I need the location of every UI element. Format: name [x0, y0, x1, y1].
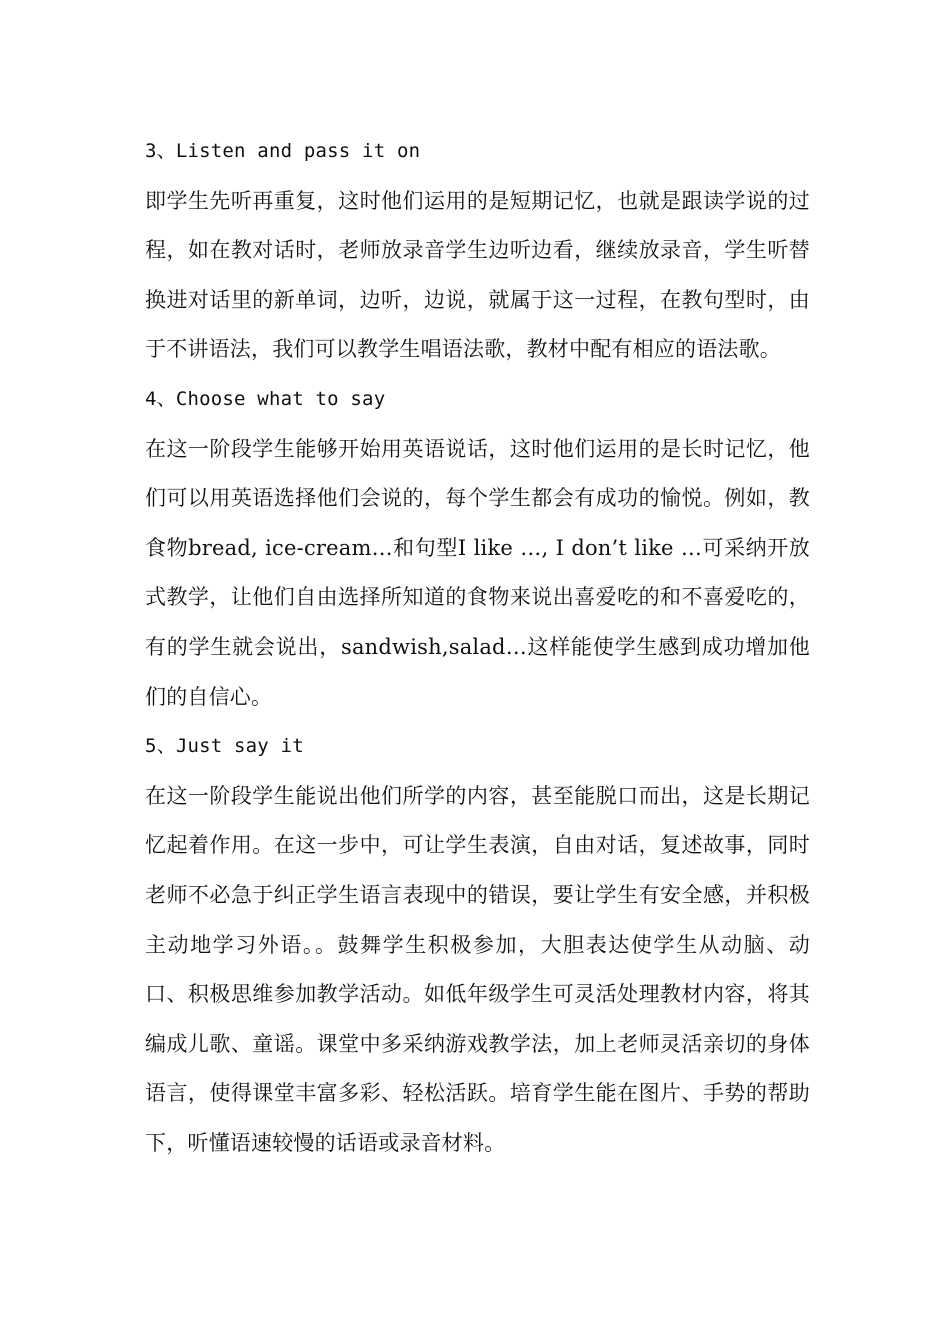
section-4-heading: 4、Choose what to say [145, 387, 386, 410]
section-4-paragraph: 在这一阶段学生能够开始用英语说话，这时他们运用的是长时记忆，他们可以用英语选择他们会说的，每个学生都会有成功的愉悦。例如，教食物bread, ice-cream…和句型I like …, I don’t like …可采纳开放式教学，让他们自由选择所知道的食物来说出喜爱吃的和不喜爱吃的，有的学生就会说出，sandwish,salad…这样能使学生感到成功增加他们的自信心。 [145, 436, 810, 709]
section-3-paragraph: 即学生先听再重复，这时他们运用的是短期记忆，也就是跟读学说的过程，如在教对话时，老师放录音学生边听边看，继续放录音，学生听替换进对话里的新单词，边听，边说，就属于这一过程，在教句型时，由于不讲语法，我们可以教学生唱语法歌，教材中配有相应的语法歌。 [145, 188, 810, 362]
section-5-heading: 5、Just say it [145, 735, 304, 758]
section-3-heading: 3、Listen and pass it on [145, 140, 421, 162]
section-5-paragraph: 在这一阶段学生能说出他们所学的内容，甚至能脱口而出，这是长期记忆起着作用。在这一步中，可让学生表演，自由对话，复述故事，同时老师不必急于纠正学生语言表现中的错误，要让学生有安全感，并积极主动地学习外语。。鼓舞学生积极参加，大胆表达使学生从动脑、动口、积极思维参加教学活动。如低年级学生可灵活处理教材内容，将其编成儿歌、童谣。课堂中多采纳游戏教学法，加上老师灵活亲切的身体语言，使得课堂丰富多彩、轻松活跃。培育学生能在图片、手势的帮助下，听懂语速较慢的话语或录音材料。 [145, 783, 810, 1155]
document-body [145, 127, 810, 1168]
